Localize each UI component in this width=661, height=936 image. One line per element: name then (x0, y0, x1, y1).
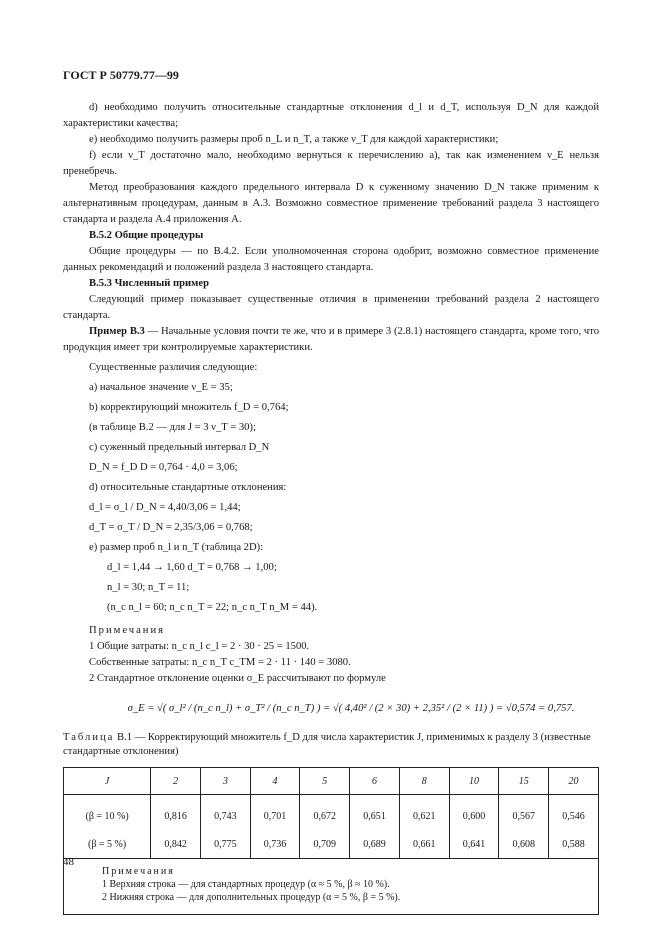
paragraph-e: е) необходимо получить размеры проб n_L и n_T, а также ν_T для каждой характеристики; (89, 134, 499, 145)
item-e-equation-2: n_l = 30; n_T = 11; (107, 582, 190, 593)
differences-intro: Существенные различия следующие: (89, 362, 258, 373)
sigma-formula: σ_E = √( σ_l² / (n_c n_l) + σ_T² / (n_c n_T) ) = √( 4,40² / (2 × 30) + 2,35² / (2 × 11) ) = √0,574 = 0,757. (127, 703, 575, 714)
table-row (64, 795, 599, 831)
section-b52-text: Общие процедуры — по В.4.2. Если уполномоченная сторона одобрит, возможно совместное применение данных рекомендаций и положений раздела 3 настоящего стандарта. (63, 246, 599, 273)
paragraph-f: f) если ν_T достаточно мало, необходимо вернуться к перечислению а), так как изменением ν_E нельзя пренебречь. (63, 150, 599, 177)
table-header-row (64, 768, 599, 795)
page-number: 48 (63, 856, 74, 868)
item-e-equation-1: d_l = 1,44 → 1,60 d_T = 0,768 → 1,00; (107, 562, 277, 573)
item-d-equation-2: d_T = σ_T / D_N = 2,35/3,06 = 0,768; (89, 522, 253, 533)
table-notes-cell (64, 859, 599, 915)
table-cell: 0,588 (549, 830, 599, 859)
section-b52-title: В.5.2 Общие процедуры (89, 230, 204, 241)
table-cell: (β = 10 %) (64, 795, 151, 831)
table-notes-row (64, 859, 599, 915)
document-body (63, 100, 599, 915)
table-cell: 0,651 (350, 795, 400, 831)
section-b53-text: Следующий пример показывает существенные отличия в применении требований раздела 2 настоящего стандарта. (63, 294, 599, 321)
table-caption-label: Таблица (63, 732, 115, 743)
table-caption-text: В.1 — Корректирующий множитель f_D для числа характеристик J, применимых к разделу 3 (известные стандартные отклонения) (63, 732, 591, 757)
table-cell: 0,689 (350, 830, 400, 859)
notes-title: Примечания (89, 625, 165, 636)
item-b: b) корректирующий множитель f_D = 0,764; (89, 402, 289, 413)
table-notes-title: Примечания (102, 866, 175, 877)
example-label: Пример В.3 (89, 326, 145, 337)
table-cell: 0,621 (399, 795, 449, 831)
header-cell: 5 (300, 768, 350, 795)
item-e: е) размер проб n_l и n_T (таблица 2D): (89, 542, 264, 553)
table-cell: 0,701 (250, 795, 300, 831)
table-cell: 0,736 (250, 830, 300, 859)
item-d: d) относительные стандартные отклонения: (89, 482, 287, 493)
table-cell: 0,672 (300, 795, 350, 831)
item-d-equation-1: d_l = σ_l / D_N = 4,40/3,06 = 1,44; (89, 502, 241, 513)
header-cell: 8 (399, 768, 449, 795)
table-cell: 0,567 (499, 795, 549, 831)
table-cell: (β = 5 %) (64, 830, 151, 859)
note-2: 2 Стандартное отклонение оценки σ_E рассчитывают по формуле (89, 673, 386, 684)
table-cell: 0,743 (200, 795, 250, 831)
note-1: 1 Общие затраты: n_c n_l c_l = 2 · 30 · 25 = 1500. (89, 641, 310, 652)
table-note-2: 2 Нижняя строка — для дополнительных процедур (α = 5 %, β = 5 %). (102, 892, 401, 903)
correction-factor-table (63, 767, 599, 915)
table-cell: 0,661 (399, 830, 449, 859)
header-cell: 2 (151, 768, 201, 795)
header-cell: 15 (499, 768, 549, 795)
table-note-1: 1 Верхняя строка — для стандартных процедур (α ≈ 5 %, β ≈ 10 %). (102, 879, 390, 890)
table-cell: 0,816 (151, 795, 201, 831)
note-1b: Собственные затраты: n_c n_T c_TM = 2 · 11 · 140 = 3080. (89, 657, 351, 668)
paragraph-d: d) необходимо получить относительные стандартные отклонения d_l и d_T, используя D_N для каждой характеристики качества; (63, 102, 599, 129)
table-cell: 0,775 (200, 830, 250, 859)
header-cell: 4 (250, 768, 300, 795)
header-cell: J (64, 768, 151, 795)
section-b53-title: В.5.3 Численный пример (89, 278, 209, 289)
table-cell: 0,600 (449, 795, 499, 831)
item-a: а) начальное значение ν_E = 35; (89, 382, 233, 393)
example-paragraph (63, 324, 599, 356)
table-cell: 0,608 (499, 830, 549, 859)
table-row (64, 830, 599, 859)
header-cell: 6 (350, 768, 400, 795)
header-cell: 20 (549, 768, 599, 795)
example-text: — Начальные условия почти те же, что и в примере 3 (2.8.1) настоящего стандарта, кроме того, что продукция имеет три контролируемые характеристики. (63, 326, 600, 353)
item-c: с) суженный предельный интервал D_N (89, 442, 270, 453)
header-cell: 3 (200, 768, 250, 795)
item-c-equation: D_N = f_D D = 0,764 · 4,0 = 3,06; (89, 462, 238, 473)
item-e-equation-3: (n_c n_l = 60; n_c n_T = 22; n_c n_T n_M = 44). (107, 602, 318, 613)
paragraph-method: Метод преобразования каждого предельного интервала D к суженному значению D_N также применим к альтернативным процедурам, данным в А.3. Возможно совместное применение требований раздела 3 настоящего стандарта и раздела А.4 приложения А. (63, 182, 599, 225)
table-caption (63, 731, 599, 759)
table-cell: 0,546 (549, 795, 599, 831)
table-cell: 0,641 (449, 830, 499, 859)
table-cell: 0,842 (151, 830, 201, 859)
item-b-note: (в таблице В.2 — для J = 3 ν_T = 30); (89, 422, 256, 433)
document-header: ГОСТ Р 50779.77—99 (63, 68, 179, 82)
table-cell: 0,709 (300, 830, 350, 859)
header-cell: 10 (449, 768, 499, 795)
